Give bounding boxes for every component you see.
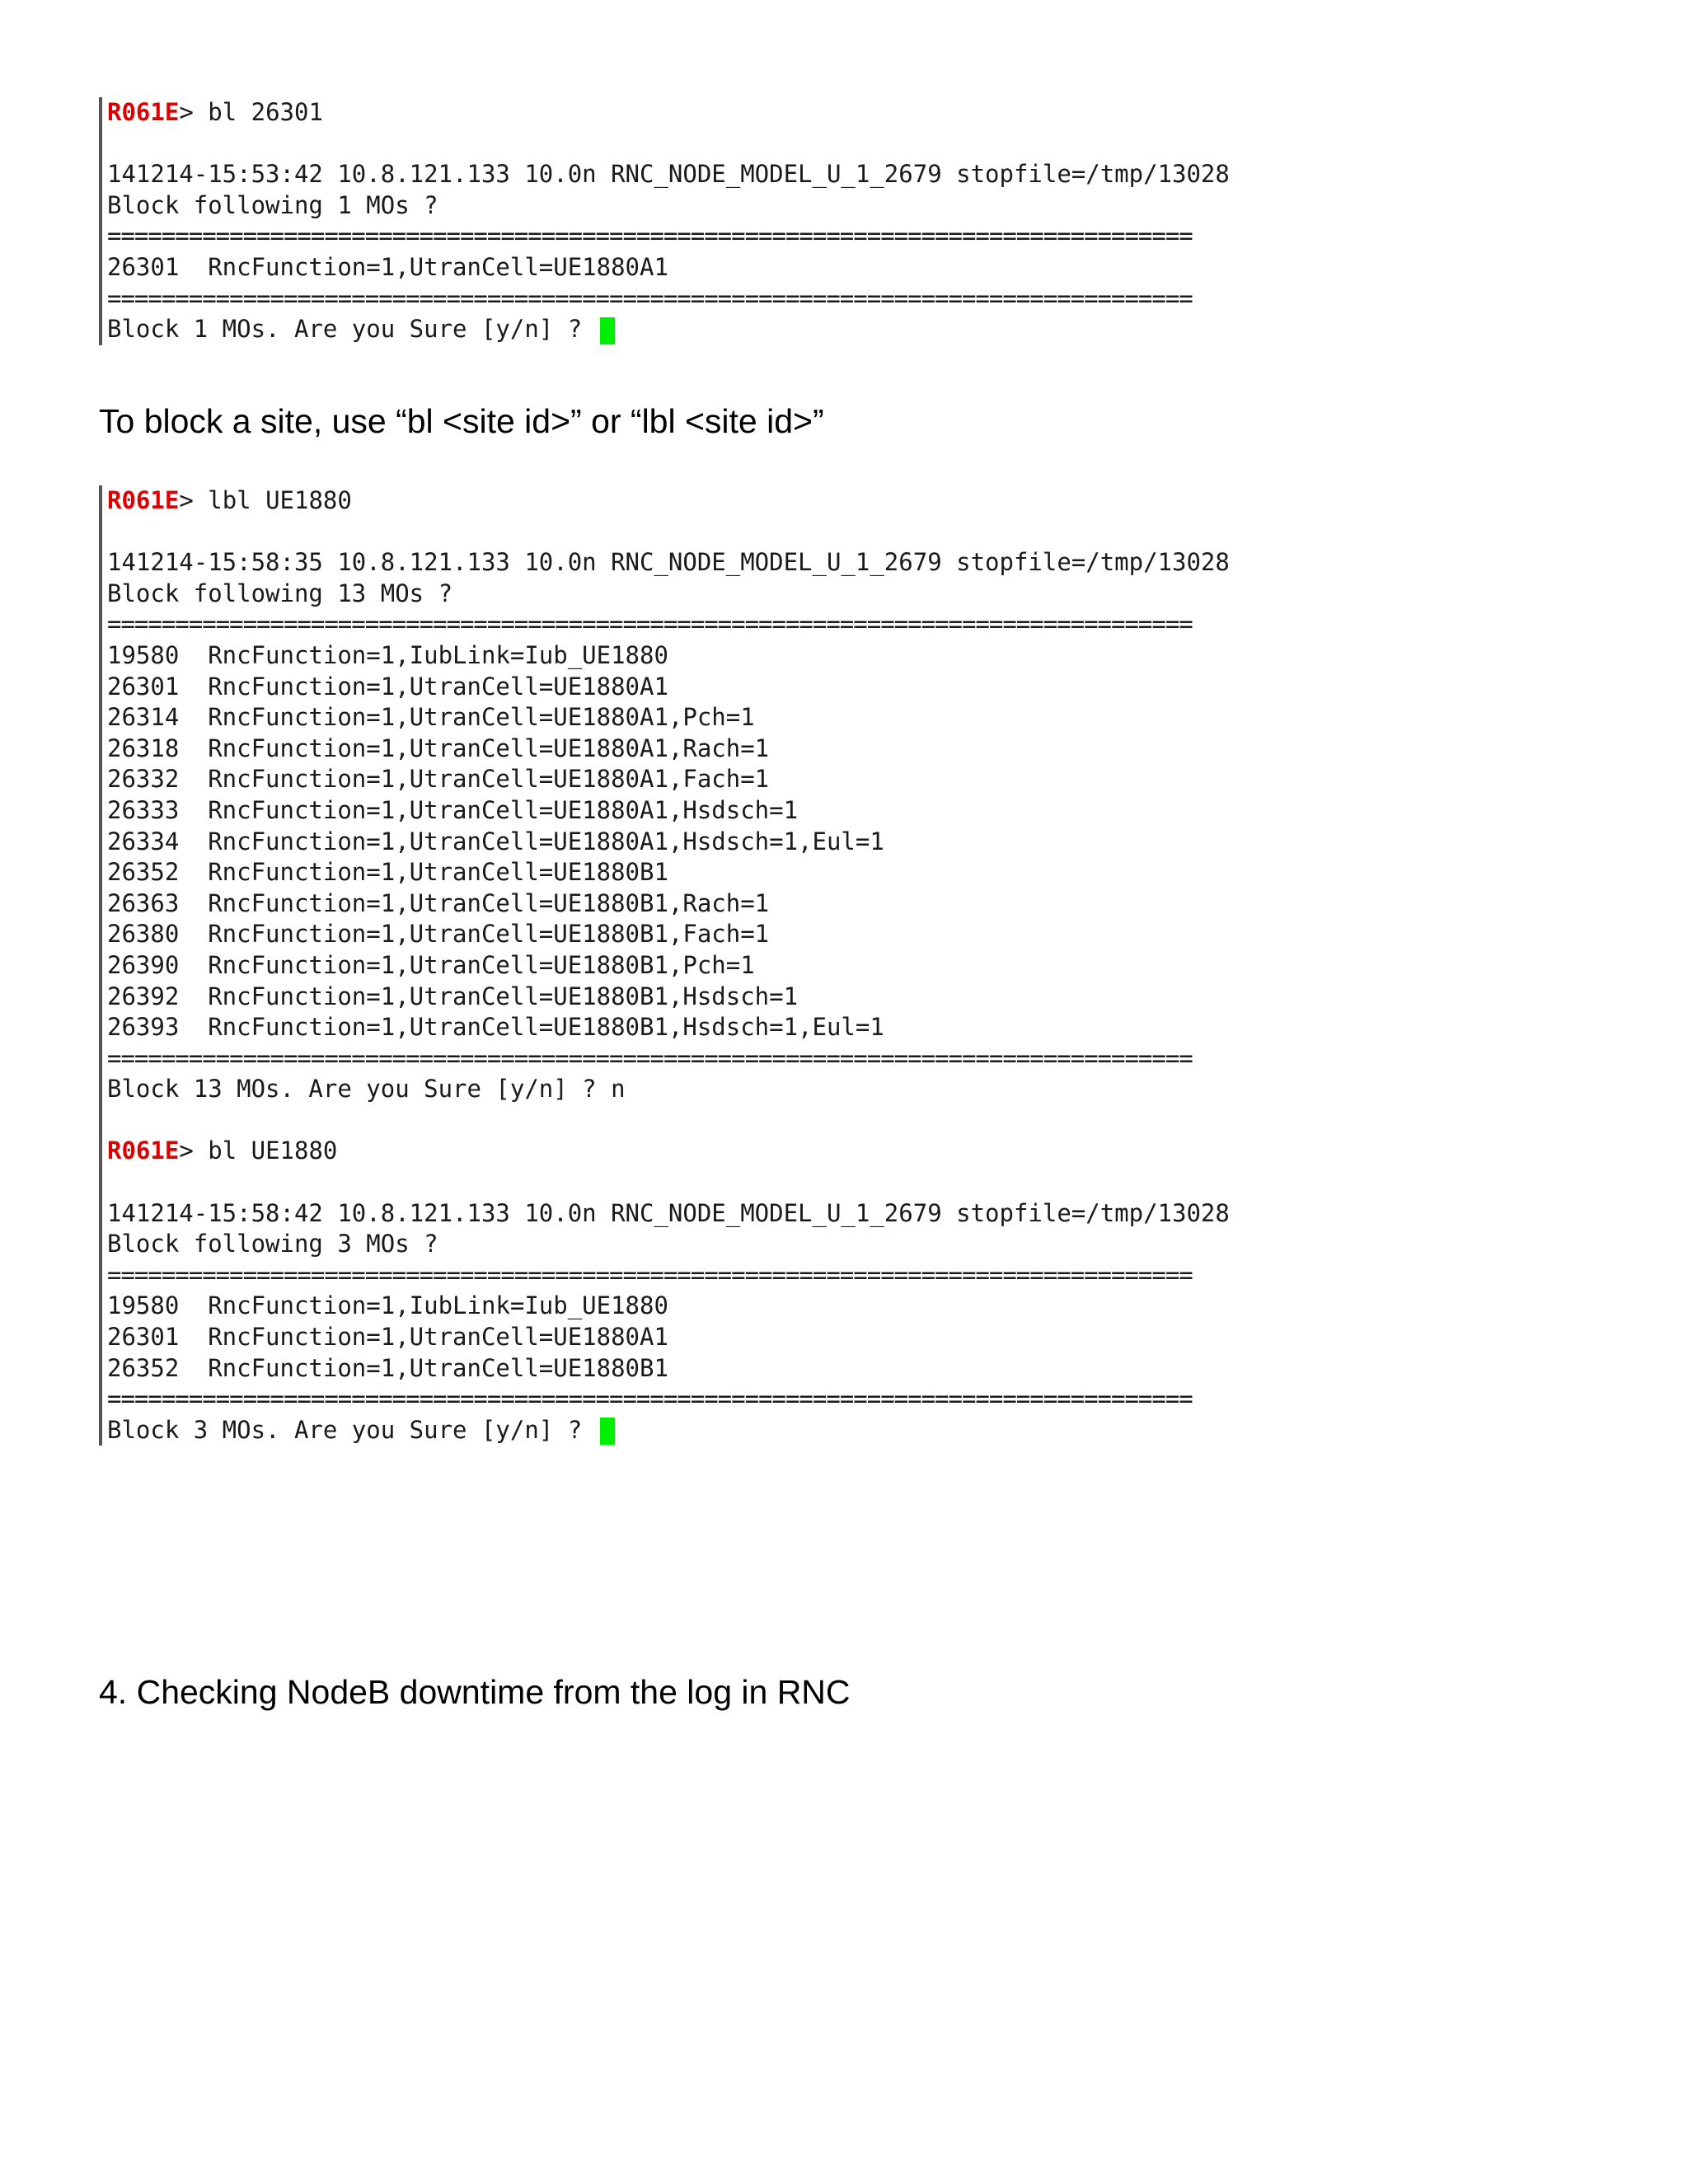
- terminal-line: [107, 795, 1230, 827]
- terminal-line-text: 26301 RncFunction=1,UtranCell=UE1880A1: [107, 672, 668, 701]
- terminal-line-text: Block following 3 MOs ?: [107, 1230, 438, 1258]
- prompt-line: [107, 485, 1230, 517]
- terminal-line-text: 26301 RncFunction=1,UtranCell=UE1880A1: [107, 252, 668, 281]
- cursor-block-icon: [600, 317, 615, 344]
- terminal-line: [107, 640, 1230, 672]
- terminal-line-text: 26380 RncFunction=1,UtranCell=UE1880B1,Fach=1: [107, 920, 770, 949]
- cursor-block-icon: [600, 1418, 615, 1445]
- terminal-line-text: 26393 RncFunction=1,UtranCell=UE1880B1,Hsdsch=1,Eul=1: [107, 1013, 884, 1042]
- terminal-line: [107, 1198, 1230, 1230]
- separator-line: ================================================================================: [107, 1260, 1193, 1289]
- terminal-line: [107, 517, 1230, 548]
- terminal-line-text: Block 13 MOs. Are you Sure [y/n] ? n: [107, 1075, 626, 1104]
- terminal-line: [107, 1322, 1230, 1353]
- terminal-line-text: Block 3 MOs. Are you Sure [y/n] ?: [107, 1415, 597, 1444]
- terminal-line-text: Block following 1 MOs ?: [107, 190, 438, 219]
- terminal-line: [107, 888, 1230, 920]
- terminal-line-text: 26332 RncFunction=1,UtranCell=UE1880A1,Fach=1: [107, 765, 770, 794]
- terminal-line: [107, 919, 1230, 950]
- prompt-command: > lbl UE1880: [179, 486, 352, 514]
- terminal-line-text: 141214-15:58:42 10.8.121.133 10.0n RNC_NODE_MODEL_U_1_2679 stopfile=/tmp/13028: [107, 1198, 1230, 1227]
- terminal-line: [107, 129, 1230, 160]
- terminal-line-text: 26363 RncFunction=1,UtranCell=UE1880B1,Rach=1: [107, 888, 770, 917]
- section-heading: 4. Checking NodeB downtime from the log in RNC: [99, 1673, 851, 1711]
- terminal-line: [107, 857, 1230, 888]
- prompt-node-name: R061E: [107, 486, 180, 514]
- terminal-line: [107, 547, 1230, 579]
- terminal-line: [107, 1074, 1230, 1105]
- prompt-node-name: R061E: [107, 98, 180, 126]
- terminal-line-text: 26333 RncFunction=1,UtranCell=UE1880A1,Hsdsch=1: [107, 795, 799, 824]
- terminal-line: [107, 252, 1230, 284]
- prompt-command: > bl UE1880: [179, 1137, 338, 1165]
- terminal-line: [107, 579, 1230, 610]
- terminal-line-text: 26352 RncFunction=1,UtranCell=UE1880B1: [107, 858, 668, 887]
- separator-line: ================================================================================: [107, 1385, 1193, 1413]
- terminal-line: [107, 1105, 1230, 1137]
- terminal-line: [107, 672, 1230, 703]
- terminal-screenshot-block-command: [99, 97, 1230, 345]
- terminal-line: [107, 1229, 1230, 1260]
- terminal-line: [107, 827, 1230, 858]
- prompt-node-name: R061E: [107, 1137, 180, 1165]
- prompt-line: [107, 1136, 1230, 1167]
- terminal-screenshot-block-site: [99, 485, 1230, 1446]
- terminal-line-text: 141214-15:58:35 10.8.121.133 10.0n RNC_NODE_MODEL_U_1_2679 stopfile=/tmp/13028: [107, 548, 1230, 577]
- terminal-line-text: Block 1 MOs. Are you Sure [y/n] ?: [107, 315, 597, 344]
- instruction-text: To block a site, use “bl <site id>” or “lbl <site id>”: [99, 402, 824, 440]
- terminal-line-text: 19580 RncFunction=1,IubLink=Iub_UE1880: [107, 640, 668, 669]
- terminal-line-text: 19580 RncFunction=1,IubLink=Iub_UE1880: [107, 1291, 668, 1320]
- terminal-line: [107, 702, 1230, 733]
- terminal-line-text: 26352 RncFunction=1,UtranCell=UE1880B1: [107, 1353, 668, 1382]
- terminal-line-text: Block following 13 MOs ?: [107, 579, 453, 607]
- separator-line: ================================================================================: [107, 1043, 1193, 1072]
- terminal-line-text: 26314 RncFunction=1,UtranCell=UE1880A1,Pch=1: [107, 703, 755, 732]
- terminal-line-text: 26301 RncFunction=1,UtranCell=UE1880A1: [107, 1323, 668, 1352]
- terminal-line: [107, 159, 1230, 190]
- terminal-line-text: 141214-15:53:42 10.8.121.133 10.0n RNC_NODE_MODEL_U_1_2679 stopfile=/tmp/13028: [107, 160, 1230, 189]
- prompt-command: > bl 26301: [179, 98, 323, 126]
- terminal-line: [107, 1012, 1230, 1043]
- separator-line: ================================================================================: [107, 222, 1193, 251]
- terminal-line: [107, 733, 1230, 765]
- prompt-line: [107, 97, 1230, 129]
- terminal-line-text: 26392 RncFunction=1,UtranCell=UE1880B1,Hsdsch=1: [107, 982, 799, 1010]
- terminal-line: [107, 1353, 1230, 1385]
- terminal-line: [107, 1415, 1230, 1446]
- separator-line: ================================================================================: [107, 610, 1193, 639]
- terminal-line: [107, 190, 1230, 222]
- separator-line: ================================================================================: [107, 284, 1193, 312]
- terminal-line-text: 26318 RncFunction=1,UtranCell=UE1880A1,Rach=1: [107, 733, 770, 762]
- terminal-line-text: 26334 RncFunction=1,UtranCell=UE1880A1,Hsdsch=1,Eul=1: [107, 827, 884, 855]
- terminal-line: [107, 950, 1230, 982]
- terminal-line: [107, 314, 1230, 345]
- terminal-line: [107, 1291, 1230, 1322]
- terminal-line: [107, 982, 1230, 1013]
- terminal-line: [107, 764, 1230, 795]
- terminal-line-text: 26390 RncFunction=1,UtranCell=UE1880B1,Pch=1: [107, 950, 755, 979]
- terminal-line: [107, 1167, 1230, 1198]
